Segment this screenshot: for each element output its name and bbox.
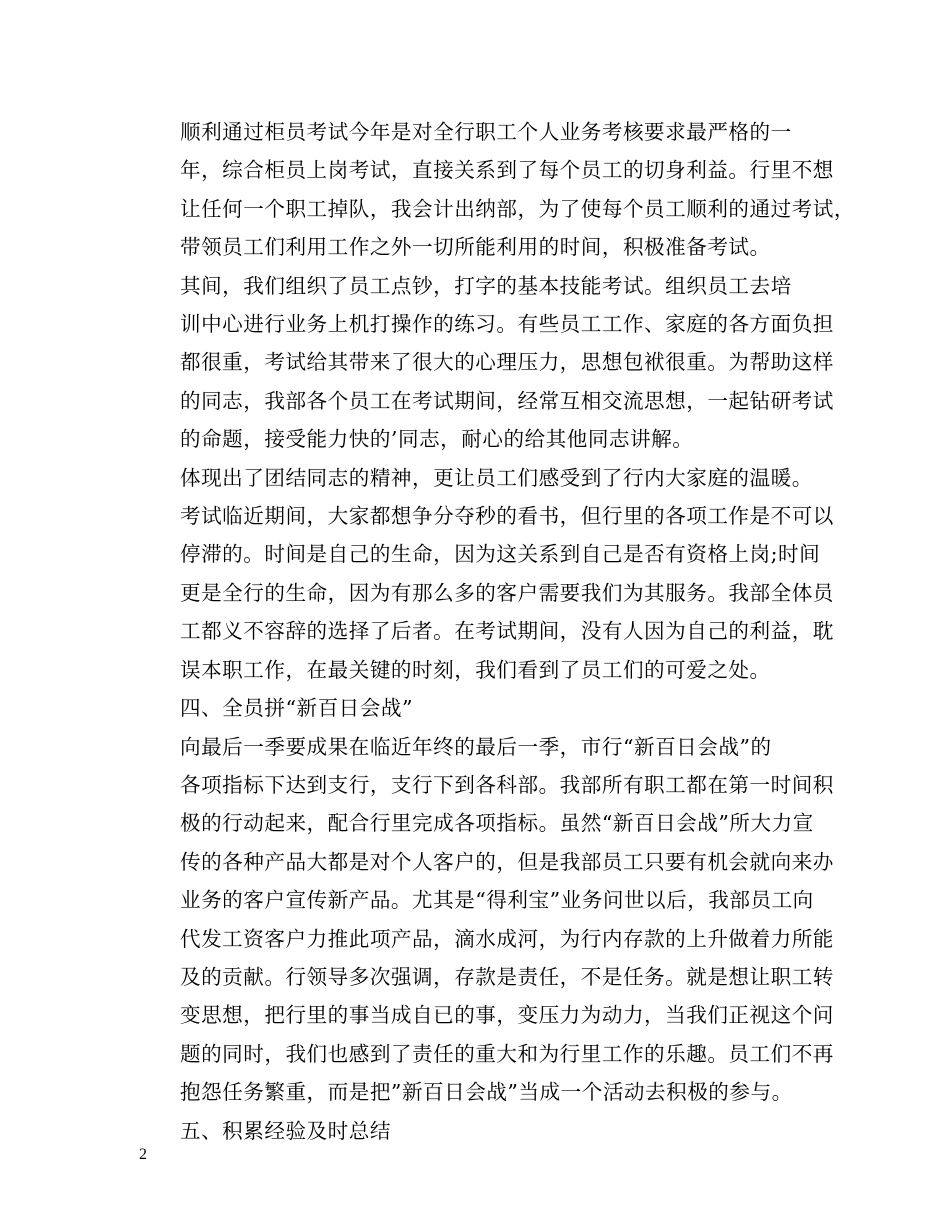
paragraph-teamwork [139, 459, 834, 689]
text-line: 训中心进行业务上机打操作的练习。有些员工工作、家庭的各方面负担 [180, 312, 834, 337]
text-line: 代发工资客户力推此项产品，滴水成河，为行内存款的上升做着力所能 [180, 926, 834, 951]
text-line: 五、积累经验及时总结 [180, 1118, 391, 1143]
text-line: 工都义不容辞的选择了后者。在考试期间，没有人因为自己的利益，耽 [180, 619, 834, 644]
text-line: 其间，我们组织了员工点钞，打字的基本技能考试。组织员工去培 [180, 273, 792, 298]
text-line: 年，综合柜员上岗考试，直接关系到了每个员工的切身利益。行里不想 [180, 158, 834, 183]
page-number: 2 [139, 1146, 147, 1163]
text-line: 让任何一个职工掉队，我会计出纳部，为了使每个员工顺利的通过考试， [180, 196, 855, 221]
paragraph-exam [139, 113, 855, 267]
text-line: 各项指标下达到支行，支行下到各科部。我部所有职工都在第一时间积 [180, 772, 834, 797]
text-line: 的同志，我部各个员工在考试期间，经常互相交流思想，一起钻研考试 [180, 388, 834, 413]
text-line: 误本职工作，在最关键的时刻，我们看到了员工们的可爱之处。 [180, 657, 771, 682]
paragraph-campaign [139, 728, 834, 1112]
text-line: 停滞的。时间是自己的生命，因为这关系到自己是否有资格上岗;时间 [180, 542, 821, 567]
text-line: 考试临近期间，大家都想争分夺秒的看书，但行里的各项工作是不可以 [180, 504, 834, 529]
text-line: 更是全行的生命，因为有那么多的客户需要我们为其服务。我部全体员 [180, 580, 834, 605]
section-heading-five [139, 1112, 819, 1150]
text-line: 带领员工们利用工作之外一切所能利用的时间，积极准备考试。 [180, 235, 771, 260]
text-line: 及的贡献。行领导多次强调，存款是责任，不是任务。就是想让职工转 [180, 964, 834, 989]
text-line: 抱怨任务繁重，而是把”新百日会战”当成一个活动去积极的参与。 [180, 1080, 793, 1105]
text-line: 四、全员拼“新百日会战” [180, 696, 413, 721]
text-line: 极的行动起来，配合行里完成各项指标。虽然“新百日会战”所大力宣 [180, 811, 814, 836]
text-line: 题的同时，我们也感到了责任的重大和为行里工作的乐趣。员工们不再 [180, 1041, 834, 1066]
text-line: 变思想，把行里的事当成自已的事，变压力为动力，当我们正视这个问 [180, 1003, 834, 1028]
document-body [139, 113, 855, 1150]
text-line: 业务的客户宣传新产品。尤其是“得利宝”业务问世以后，我部员工向 [180, 888, 814, 913]
text-line: 体现出了团结同志的精神，更让员工们感受到了行内大家庭的温暖。 [180, 465, 813, 490]
text-line: 顺利通过柜员考试今年是对全行职工个人业务考核要求最严格的一 [180, 120, 792, 144]
text-line: 的命题，接受能力快的’同志，耐心的给其他同志讲解。 [180, 427, 694, 452]
text-line: 向最后一季要成果在临近年终的最后一季，市行“新百日会战”的 [180, 734, 772, 759]
paragraph-training [139, 267, 834, 459]
section-heading-four [139, 689, 819, 727]
text-line: 传的各种产品大都是对个人客户的，但是我部员工只要有机会就向来办 [180, 849, 834, 874]
text-line: 都很重，考试给其带来了很大的心理压力，思想包袱很重。为帮助这样 [180, 350, 834, 375]
